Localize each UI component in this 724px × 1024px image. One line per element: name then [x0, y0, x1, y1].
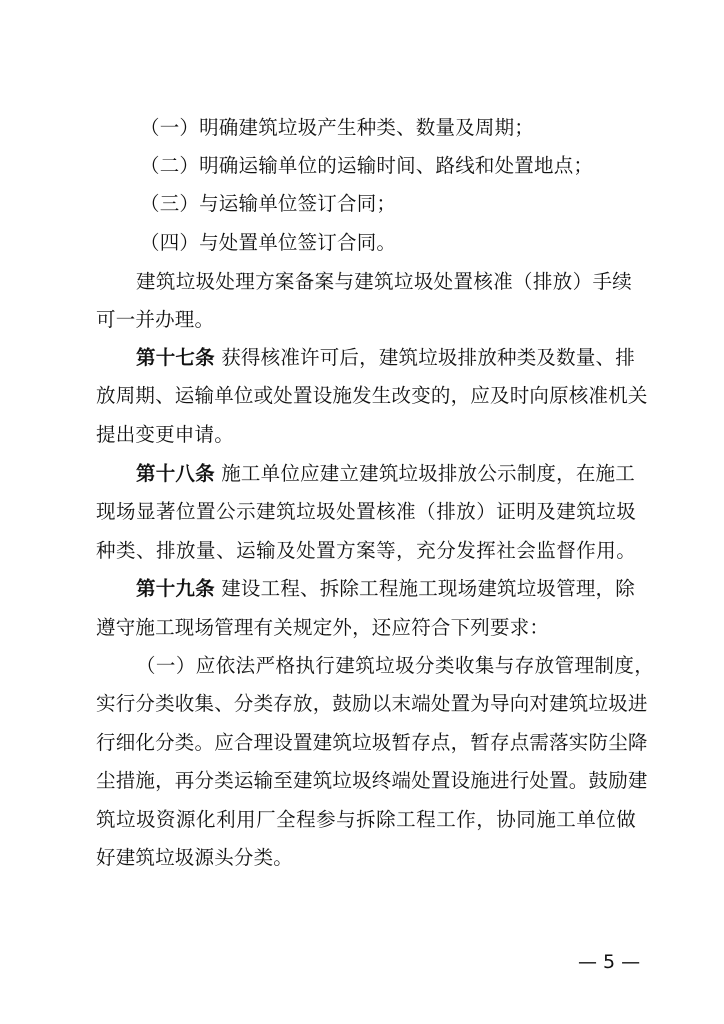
paragraph-line-11: 现场显著位置公示建筑垃圾处置核准（排放）证明及建筑垃圾	[96, 500, 636, 523]
paragraph-line-3: （三）与运输单位签订合同；	[140, 192, 397, 215]
paragraph-line-18: 尘措施，再分类运输至建筑垃圾终端处置设施进行处置。鼓励建	[96, 769, 648, 792]
article-17-first-line	[136, 344, 636, 372]
page-number: — 5 —	[578, 951, 641, 973]
paragraph-line-2: （二）明确运输单位的运输时间、路线和处置地点；	[140, 154, 594, 177]
paragraph-line-16: 实行分类收集、分类存放，鼓励以末端处置为导向对建筑垃圾进	[96, 692, 648, 715]
paragraph-line-14: 遵守施工现场管理有关规定外，还应符合下列要求：	[96, 616, 550, 639]
paragraph-line-15: （一）应依法严格执行建筑垃圾分类收集与存放管理制度，	[136, 654, 654, 677]
paragraph-line-5: 建筑垃圾处理方案备案与建筑垃圾处置核准（排放）手续	[136, 270, 632, 293]
article-18-label: 第十八条	[136, 462, 215, 485]
article-17-label: 第十七条	[136, 346, 215, 369]
paragraph-line-8: 放周期、运输单位或处置设施发生改变的，应及时向原核准机关	[96, 384, 648, 407]
article-19-label: 第十九条	[136, 577, 215, 600]
article-18-first-line	[136, 460, 636, 488]
paragraph-line-20: 好建筑垃圾源头分类。	[96, 846, 294, 869]
article-18-text: 施工单位应建立建筑垃圾排放公示制度，在施工	[221, 462, 635, 485]
paragraph-line-9: 提出变更申请。	[96, 423, 234, 446]
article-19-first-line	[136, 575, 636, 603]
paragraph-line-17: 行细化分类。应合理设置建筑垃圾暂存点，暂存点需落实防尘降	[96, 731, 648, 754]
paragraph-line-1: （一）明确建筑垃圾产生种类、数量及周期；	[140, 116, 535, 139]
paragraph-line-12: 种类、排放量、运输及处置方案等，充分发挥社会监督作用。	[96, 539, 636, 562]
paragraph-line-19: 筑垃圾资源化利用厂全程参与拆除工程工作，协同施工单位做	[96, 808, 636, 831]
article-17-text: 获得核准许可后，建筑垃圾排放种类及数量、排	[221, 346, 635, 369]
paragraph-line-4: （四）与处置单位签订合同。	[140, 231, 397, 254]
paragraph-line-6: 可一并办理。	[96, 308, 215, 331]
article-19-text: 建设工程、拆除工程施工现场建筑垃圾管理，除	[221, 577, 635, 600]
